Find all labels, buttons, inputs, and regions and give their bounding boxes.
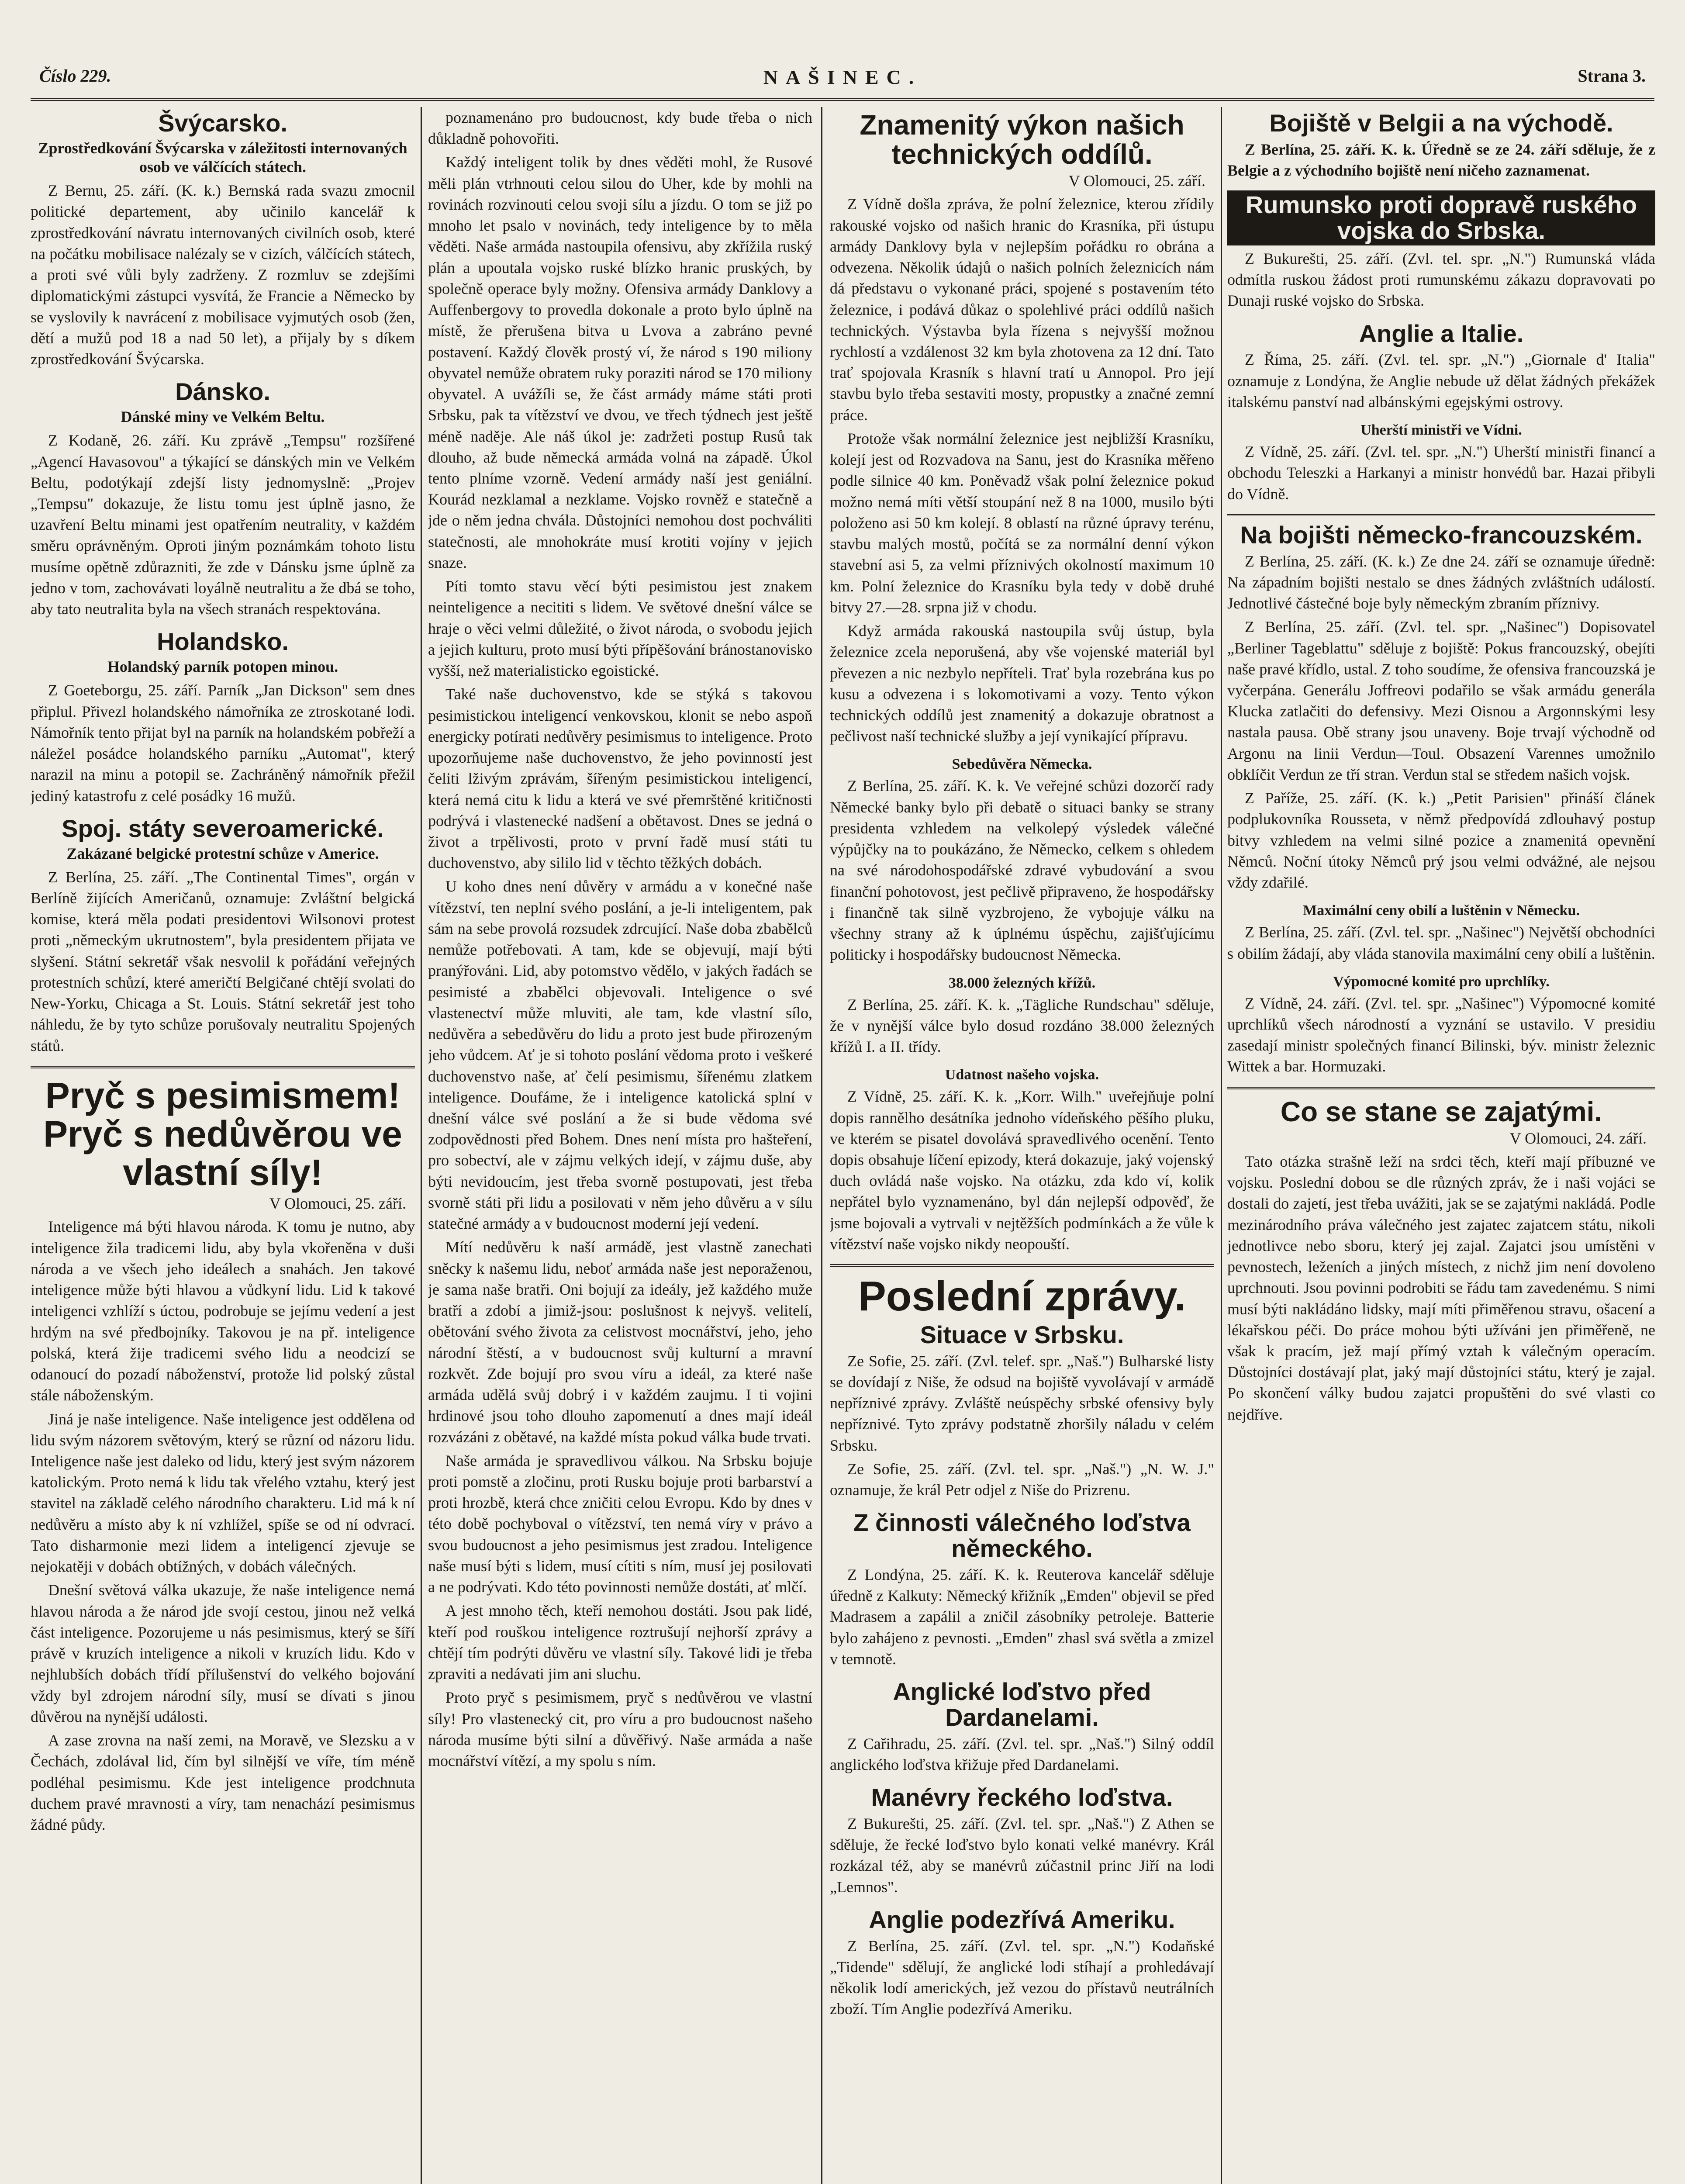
article-title: Situace v Srbsku. [920, 1320, 1124, 1348]
article-title: Maximální ceny obilí a luštěnin v Německu. [1303, 902, 1580, 919]
article-title: Spoj. státy severoamerické. [62, 814, 384, 842]
article-pessimism-continued [428, 107, 812, 1771]
article-pessimism [31, 1076, 415, 1835]
column-2 [428, 107, 812, 2184]
separator [1227, 1087, 1655, 1089]
article-paragraph: Z Goeteborgu, 25. září. Parník „Jan Dickson" sem dnes připlul. Přivezl holandského námořníka ze ztroskotané lodi. Námořník tento přijat byl na parník na holandském pobřeží a náležel posádce holandského parníku „Automat", který narazil na minu a potopil se. Zachráněný námořník přežil jediný katastrofu z celé posádky 16 mužů. [31, 681, 415, 805]
article-paragraph: Z Bukurešti, 25. září. (Zvl. tel. spr. „Naš.") Z Athen se sděluje, že řecké loďstvo bylo konati velké manévry. Král rozkázal též, aby se manévrů zúčastnil princ Jiří na lodi „Lemnos". [830, 1815, 1214, 1896]
article-paragraph: Z Vídně, 25. září. K. k. „Korr. Wilh." uveřejňuje polní dopis rannělho desátníka jednoho vídeňského pěšího pluku, ve kterém se pisatel dovolává spravedlivého ocenění. Tento dopis obsahuje líčení epizody, která dokazuje, jaký vojenský duch ovládá naše vojsko. Na otázku, zda kdo ví, kolik nepřátel bylo vyznamenáno, byl dán nejlepší odpověď, že jsme bojovali a vytrvali v nejtěžších podmínkách a že vůle k vítězství naše vojsko nikdy neopouští. [830, 1088, 1214, 1253]
article-title: Anglie a Italie. [1359, 319, 1524, 347]
article-iron-crosses [830, 975, 1214, 1057]
masthead-rule [31, 98, 1654, 101]
article-title: Na bojišti německo-francouzském. [1240, 521, 1643, 549]
article-belgium-front [1227, 111, 1655, 181]
article-title: Anglické loďstvo před Dardanelami. [893, 1678, 1151, 1731]
article-paragraph: Z Berlína, 25. září. K. k. Ve veřejné schůzi dozorčí rady Německé banky bylo při debatě o situaci banky se strany presidenta vzhledem na velkolepý výsledek válečné výpůjčky na to poukázáno, že Německo, celkem s ohledem na své národohospodářské zdravé vybudování a svou finanční pohotovost, jest pečlivě připraveno, že hospodářsky i finančně tak silně vyzbrojeno, že vybojuje válku na všechny strany až k úplnému úspěchu, zajišťujícímu politicky i hospodářsky budoucnost Německa. [830, 777, 1214, 964]
article-paragraph: Z Vídně došla zpráva, že polní železnice, kterou zřídily rakouské vojsko od našich hranic do Krasníka, při ústupu armády Danklovy byla v nejlepším pořádku ro obrána a odvezena. Několik údajů o našich polních železnicích nám dá představu o vykonané práci, spojené s postavením této železnice, i podává důkaz o spolehlivé práci oddílů našich technických. Výstavba byla řízena s nejvyšší možnou rychlostí a vzdálenost 32 km byla zhotovena za 12 dní. Tato trať spojovala Krasník s hlavní tratí u Annopol. Pro její stavbu bylo třeba sestaviti mosty, propustky a značné zemní práce. [830, 195, 1214, 424]
article-title: Rumunsko proti dopravě ruského vojska do Srbska. [1227, 190, 1655, 245]
column-divider [1221, 107, 1222, 2184]
article-paragraph: Ze Sofie, 25. září. (Zvl. tel. spr. „Naš.") „N. W. J." oznamuje, že král Petr odjel z Niše do Prizrenu. [830, 1460, 1214, 1499]
column-1 [31, 107, 415, 2184]
article-holland [31, 629, 415, 806]
article-england-italy [1227, 321, 1655, 413]
article-paragraph: Z Londýna, 25. září. K. k. Reuterova kancelář sděluje úředně z Kalkuty: Německý křižník „Emden" objevil se před Madrasem a zapálil a zničil zásobníky petroleje. Batterie bylo zahájeno z pevnosti. „Emden" zhasl svá světla a zmizel v temnotě. [830, 1565, 1214, 1668]
article-paragraph: Z Bernu, 25. září. (K. k.) Bernská rada svazu zmocnil politické departement, aby učinilo kancelář k zprostředkování návratu internovaných civilních osob, které na počátku mobilisace nalézaly se v cizích, válčících státech, a proti své vůli byly zadrženy. Z rozmluv se zdejšími diplomatickými zástupci vysvítá, že Francie a Německo by se vyslovily k navrácení z mobilisace vyjmutých osob (žen, dětí a mužů pod 18 a nad 50 let), a přijaly by s díkem zprostředkování Švýcarska. [31, 182, 415, 368]
newspaper-title: NAŠINEC. [763, 66, 922, 88]
article-title: 38.000 železných křížů. [948, 975, 1096, 991]
article-western-front [1227, 522, 1655, 893]
article-england-america [830, 1907, 1214, 2020]
article-paragraph: A jest mnoho těch, kteří nemohou dostáti. Jsou pak lidé, kteří pod rouškou inteligence roztrušují nejhorší zprávy a chtějí tím podrýti důvěru ve vlastní síly. Takové lidi je třeba zpraviti a nedávati jim ani sluchu. [428, 1602, 812, 1683]
article-paragraph: Z Vídně, 25. září. (Zvl. tel. spr. „N.") Uherští ministři financí a obchodu Teleszki a Harkanyi a ministr honvédů bar. Hazai přibyli do Vídně. [1227, 443, 1655, 503]
article-title: Sebedůvěra Německa. [952, 756, 1092, 773]
article-latest-news [830, 1275, 1214, 1500]
section-title: Poslední zprávy. [858, 1273, 1186, 1320]
article-romania [1227, 190, 1655, 311]
article-paragraph: Tato otázka strašně leží na srdci těch, kteří mají příbuzné ve vojsku. Poslední dobou se dle různých zpráv, že i naši vojáci se dostali do zajetí, jest třeba uvážiti, jak se se zajatými nakládá. Podle mezinárodního práva válečného jest zajatec zajatcem státu, nikoli jednotlivce nebo sboru, který jej zajal. Zajatci jsou umístěni v pevnostech, leženích a jiných místech, z nichž jim není dovoleno uprchnouti. Jsou povinni podrobiti se řádu tam zavedenému. S nimi musí býti nakládáno lidsky, mají míti přiměřenou stravu, ošacení a lékařskou péči. Do práce mohou býti užíváni jen přiměřeně, ne však k pracím, jež mají přímý vztah k válečným operacím. Důstojníci dostávají plat, jaký mají důstojníci státu, který je zajal. Po skončení války budou zajatci propuštěni do své vlasti co nejdříve. [1227, 1152, 1655, 1423]
article-paragraph: Z Kodaně, 26. září. Ku zprávě „Tempsu" rozšířené „Agencí Havasovou" a týkající se dánských min ve Velkém Beltu, podotýkají zdejší listy jednomyslně: „Projev „Tempsu" dokazuje, že listu tomu jest úplně jasno, že uzavření Beltu minami jest opatřením neutrality, v každém směru oprávněným. Oproti jiným poznámkám tohoto listu musíme opětně zdůrazniti, že zde v Dánsku jsme úplně za jedno v tom, zachovávati loyálně neutralitu a že dbá se toho, aby tato neutralita byla na všech stranách respektována. [31, 432, 415, 618]
article-title: Manévry řeckého loďstva. [871, 1783, 1173, 1811]
article-paragraph: Když armáda rakouská nastoupila svůj ústup, byla železnice zcela neporušená, aby vše vojenské materiál byl převezen a nic nezbylo nepříteli. Trať byla rozebrána kus po kusu a odvezena i s lokomotivami a vozy. Tento výkon technických oddílů jest znamenitý a dokazuje obratnost a pečlivost naší technické služby a její vynikající přípravu. [830, 622, 1214, 745]
article-paragraph: Píti tomto stavu věcí býti pesimistou jest znakem neinteligence a necititi s lidem. Ve světové dnešní válce se hraje o věci velmi důležité, o život národa, o svobodu jejich a jejich kulturu, proto musí býti přípěšování bránostanovisko vyšší, než materialisticko egoistické. [428, 577, 812, 680]
article-title: Anglie podezřívá Ameriku. [869, 1905, 1175, 1933]
article-paragraph: Protože však normální železnice jest nejbližší Krasníku, kolejí jest od Rozvadova na Sanu, jest do Krasníka měřeno podle silnice 40 km. Poněvadž však polní železnice pokud možno nemá míti větší stoupání než 8 na 1000, musilo býti položeno asi 50 km kolejí. 8 oblastí na různé úpravy terénu, stavbu malých mostů, počítá se za normální denní výkon stavební asi 5, za velmi příznivých okolností maximum 10 km. Polní železnice do Krasníku byla tedy v době druhé bitvy 27.—28. srpna již v chodu. [830, 429, 1214, 616]
article-subtitle: Holandský parník potopen minou. [107, 658, 338, 676]
article-switzerland [31, 111, 415, 370]
article-paragraph: Z Berlína, 25. září. „The Continental Times", orgán v Berlíně žijících Američanů, oznamuje: Zvláštní belgická komise, která měla podati presidentovi Wilsonovi protest proti „německým ukrutnostem", byla presidentem přijata ve slyšení. Státní sekretář však nesvolil k pořádání veřejných protestních schůzí, které američtí Belgičané chtějí svolati do New-Yorku, Chicaga a St. Louis. Státní sekretář jest toho náhledu, že by tyto schůze porušovaly neutralitu Spojených států. [31, 868, 415, 1054]
article-paragraph: U koho dnes není důvěry v armádu a v konečné naše vítězství, ten neplní svého poslání, a je-li inteligentem, pak sám na sebe provolá rozsudek zdrcující. Naše doba zbabělců nemůže potřebovati. A tam, kde se objevují, mají býti pranýřováni. Lid, aby potomstvo vědělo, v jakých řadách se pesimisté a zbabělci objevovali. Inteligence o své vlastenectví může mluviti, ale tam, kde vlastní sílo, nedůvěra a sebedůvěru do lidu a proto jest bude přirozeným jeho vůdcem. Ať je si tohoto poslání vědoma proto i veškeré duchovenstvo naše, ať čelí pesimismu, šířenému zlatkem inteligence. Doufáme, že i inteligence katolická splní v dnešní válce své poslání a že si bude vědoma své zodpovědnosti před Bohem. Dnes není místa pro hašteření, pro sobectví, ale v zájmu velkých idejí, v zájmu duše, aby býti nevidoucím, jest třeba svorně postupovati, jest třeba svorně státi při lidu a posilovati v něm jeho důvěru a v sílu statečné armády a v budoucnost moderní její vedení. [428, 878, 812, 1233]
article-dateline: V Olomouci, 25. září. [269, 1195, 406, 1213]
article-paragraph: Z Paříže, 25. září. (K. k.) „Petit Parisien" přináší článek podplukovníka Rousseta, v němž předpovídá zdlouhavý postup bitvy vzhledem na velmi silné pozice a znamenitá opevnění Němců. Noční útoky Němců prý jsou velmi odvážné, ale nejsou vždy zdařilé. [1227, 789, 1655, 892]
column-divider [821, 107, 822, 2184]
article-paragraph: A zase zrovna na naší zemi, na Moravě, ve Slezsku a v Čechách, zdolával lid, čím byl silnější ve víře, tím méně podléhal pesimismu. Kde jest inteligence prodchnuta duchem pravé mravnosti a víry, tam nenachází pesimismus žádné půdy. [31, 1731, 415, 1833]
article-subtitle: Zakázané belgické protestní schůze v Americe. [66, 844, 379, 862]
article-paragraph: Naše armáda je spravedlivou válkou. Na Srbsku bojuje proti pomstě a zločinu, proti Rusku bojuje proti barbarství a proti hrozbě, která chce zničiti celou Evropu. Kdo by dnes v této době pochyboval o vítězství, ten nemá víry v právo a svou budoucnost a jeho pesimismus jest zradou. Inteligence naše musí býti s lidem, musí cítiti s ním, musí jej posilovati a ne podrývati. Kdo této povinnosti nemůže dostáti, ať mlčí. [428, 1451, 812, 1596]
article-title: Bojiště v Belgii a na východě. [1269, 109, 1613, 137]
column-3 [830, 107, 1214, 2184]
article-title: Udatnost našeho vojska. [945, 1067, 1099, 1083]
article-army-valor [830, 1067, 1214, 1254]
article-dateline: V Olomouci, 25. září. [1068, 172, 1205, 190]
article-title: Z činnosti válečného loďstva německého. [853, 1509, 1191, 1562]
article-paragraph: Z Berlína, 25. září. (K. k.) Ze dne 24. září se oznamuje úředně: Na západním bojišti nestalo se dnes žádných zvláštních událostí. Jednotlivé částečné boje byly německým zbraním příznivy. [1227, 552, 1655, 612]
article-hungarian-ministers [1227, 422, 1655, 505]
article-paragraph: Z Berlína, 25. září. (Zvl. tel. spr. „Našinec") Dopisovatel „Berliner Tageblattu" sděluje z bojiště: Pokus francouzský, obejíti naše pravé křídlo, ustal. Z toho soudíme, že ofensiva francouzská je vyčerpána. Generálu Joffreovi podařilo se však armádu generála Klucka zatlačiti do defensivy. Mezi Oisnou a Argonnskými lesy nastala pausa. Obě strany jsou unaveny. Boje trvají východně od Argonu na linii Verdun—Toul. Obsazení Varennes umožnilo obklíčit Verdun ze tří stran. Verdun stal se středem našich vojsk. [1227, 618, 1655, 783]
article-navy-activity [830, 1510, 1214, 1669]
article-title: Uherští ministři ve Vídni. [1360, 422, 1522, 439]
article-germany-confidence [830, 756, 1214, 965]
article-paragraph: Každý inteligent tolik by dnes věděti mohl, že Rusové měli plán vtrhnouti celou silou do Uher, kde by mohli na rovinách rozvinouti celou svoji sílu a jízdu. O tom se již po mnoho let psalo v novinách, tedy inteligence by to měla věděti. Naše armáda nastoupila ofensivu, aby zkřížila ruský plán a upoutala vojsko ruské blízko hranic pruských, by společně operace byly možny. Ofensiva armády Danklovy a Auffenbergovy to provedla dokonale a proto bylo úplně na místě, že přerušena bitva u Lvova a zabráno pevné postavení. Každý člověk prostý ví, že národ s 190 miliony obyvatel nemůže obratem ruky poraziti národ se 170 miliony obyvatel. A uvážíli se, že část armády máme státi proti Srbsku, pak ta vítězství ve dvou, ve třech týdnech jest ještě méně naděje. Ale náš úkol je: zadržeti postup Rusů tak dlouho, až bude německá armáda volná na západě. Úkol tento plníme vzorně. Vedení armády naší jest geniální. Kourád nezklamal a nezklame. Vojsko rovněž e statečně a jde o něm jedna chvála. Důstojníci nemohou dost pochváliti statečnosti, ale mnohokráte musí krotiti vojíny v jejich snaze. [428, 153, 812, 571]
article-title: Pryč s pesimismem! Pryč s nedůvěrou ve vlastní síly! [43, 1075, 402, 1193]
separator [830, 1264, 1214, 1267]
article-title: Dánsko. [175, 378, 270, 406]
article-paragraph: Z Vídně, 24. září. (Zvl. tel. spr. „Našinec") Výpomocné komité uprchlíků všech národností a vyznání se ustavilo. V presidiu zasedají ministr společných financí Bilinski, býv. ministr železnic Wittek a bar. Hormuzaki. [1227, 994, 1655, 1075]
article-usa [31, 816, 415, 1056]
article-paragraph: Dnešní světová válka ukazuje, že naše inteligence nemá hlavou národa a že národ jde svojí cestou, jinou než velká část inteligence. Pozorujeme u nás pesimismus, který se šíří právě v kruzích inteligence a nikoli v kruzích lidu. Kdo v nejhlubších dobách třídí přílušenství do velkého bojování vždy byl zdrojem národní síly, musí se dívati s jinou důvěrou na nynější události. [31, 1581, 415, 1725]
separator [1227, 514, 1655, 515]
article-english-fleet [830, 1679, 1214, 1775]
article-title: Švýcarsko. [158, 109, 287, 137]
article-paragraph: poznamenáno pro budoucnost, kdy bude třeba o nich důkladně pohovořiti. [428, 109, 812, 148]
article-paragraph: Z Berlína, 25. září. K. k. „Tägliche Rundschau" sděluje, že v nynější válce bylo dosud rozdáno 38.000 železných křížů I. a II. třídy. [830, 995, 1214, 1056]
issue-number: Číslo 229. [39, 66, 111, 86]
article-paragraph: Také naše duchovenstvo, kde se stýká s takovou pesimistickou inteligencí venkovskou, klonit se nebo aspoň energicky potírati nedůvěry pesimismus to inteligence. Proto upozorňujeme naše duchovenstvo, že jeho povinností jest čeliti lživým zprávám, šířeným pesimistickou inteligencí, která nemá citu k lidu a která ve své přemrštěné kritičnosti podrývá i vlastenecké nadšení a obětavost. Dnes se jedná o život a trpělivosti, proto v první řadě musí státi tu duchovenstvo, aby sililo lid v těchto těžkých dobách. [428, 685, 812, 872]
article-paragraph: Ze Sofie, 25. září. (Zvl. telef. spr. „Naš.") Bulharské listy se dovídají z Niše, že odsud na bojiště vyvolávají v armádě nepříznivé zprávy. Zvláště neúspěchy srbské ofensivy byly nepříznivé. Tyto zprávy podstatně zhoršily náladu v celém Srbsku. [830, 1352, 1214, 1454]
article-technical-units [830, 111, 1214, 746]
article-paragraph: Proto pryč s pesimismem, pryč s nedůvěrou ve vlastní síly! Pro vlastenecký cit, pro víru a pro budoucnost našeho národa musíme býti silní a důvěřivý. Naše armáda a naše mocnářství vítězí, a my spolu s ním. [428, 1689, 812, 1770]
masthead [39, 66, 1646, 96]
article-denmark [31, 379, 415, 619]
article-grain-prices [1227, 902, 1655, 964]
article-subtitle: Dánské miny ve Velkém Beltu. [121, 408, 325, 426]
article-paragraph: Mítí nedůvěru k naší armádě, jest vlastně zanechati sněcky k našemu lidu, neboť armáda naše jest neporaženou, je sama naše bratři. Oni bojují za ideály, jež každého muže bratří a zdobí a jimiž-jsou: poslušnost k nejvyš. velitelí, obětování svého života za celistvost mocnářství, jeho, jeho národní štěstí, a v budoucnost svůj kulturní a mravní rozkvět. Zde bojují pro svou víru a ideál, za které naše armáda udělá svůj dobrý i v každém zaujmu. I ti vojini hrdinové jsou toho dlouho zapomenutí a dnes mají ideál rozvázáni z obětavé, na každé místa pokud válka bude trvati. [428, 1238, 812, 1446]
column-4 [1227, 107, 1655, 2184]
article-greek-manoeuvres [830, 1785, 1214, 1897]
article-title: Co se stane se zajatými. [1280, 1095, 1602, 1127]
article-paragraph: Z Berlína, 25. září. K. k. Úředně se ze 24. září sděluje, že z Belgie a z východního bojiště není ničeho zaznamenat. [1227, 140, 1655, 180]
page-number: Strana 3. [1578, 66, 1646, 86]
article-paragraph: Z Cařihradu, 25. září. (Zvl. tel. spr. „Naš.") Silný oddíl anglického loďstva křižuje před Dardanelami. [830, 1735, 1214, 1773]
separator [31, 1066, 415, 1068]
article-paragraph: Z Říma, 25. září. (Zvl. tel. spr. „N.") „Giornale d' Italia" oznamuje z Londýna, že Anglie nebude už dělat žádných překážek italskému panství nad albánskými egejskými ostrovy. [1227, 351, 1655, 411]
article-paragraph: Z Berlína, 25. září. (Zvl. tel. spr. „Našinec") Největší obchodníci s obilím žádají, aby vláda stanovila maximální ceny obilí a luštěnin. [1227, 923, 1655, 962]
column-divider [421, 107, 422, 2184]
article-title: Výpomocné komité pro uprchlíky. [1333, 973, 1550, 990]
article-prisoners [1227, 1097, 1655, 1425]
article-paragraph: Z Bukurešti, 25. září. (Zvl. tel. spr. „N.") Rumunská vláda odmítla ruskou žádost proti rumunskému zákazu dopravovati po Dunaji ruské vojsko do Srbska. [1227, 249, 1655, 310]
article-paragraph: Jiná je naše inteligence. Naše inteligence jest oddělena od lidu svým názorem světovým, který se různí od názoru lidu. Inteligence naše jest daleko od lidu, který jest svým názorem katolickým. Proto nemá k lidu tak vřelého vztahu, který jest stavitel na základě celého národního charakteru. Lid má k ní nedůvěru a místo aby k ní vzhlížel, spíše se od ní odvrací. Tato disharmonie mezi lidem a inteligencí zjevuje se nejokatěji v dobách obtížných, v dobách válečných. [31, 1410, 415, 1576]
article-subtitle: Zprostředkování Švýcarska v záležitosti internovaných osob ve válčících státech. [38, 139, 407, 176]
article-refugee-committee [1227, 974, 1655, 1077]
article-dateline: V Olomouci, 24. září. [1509, 1129, 1647, 1147]
article-title: Znamenitý výkon našich technických oddílů. [860, 109, 1184, 170]
article-paragraph: Inteligence má býti hlavou národa. K tomu je nutno, aby inteligence žila tradicemi lidu, aby byla vkořeněna v duši národa a ve všech jeho ideálech a snahách. Jen takové inteligence může býti hlavou a vůdkyní lidu. Lid k takové inteligenci vzhlíží s úctou, podrobuje se jejímu vedení a jest hrdým na své předbojníky. Takovou je na př. inteligence polská, která žije tradicemi svého lidu a neodcizí se odanoucí do pozadí náboženství, protože lid polský zůstal stále náboženským. [31, 1218, 415, 1404]
article-title: Holandsko. [157, 628, 289, 656]
article-paragraph: Z Berlína, 25. září. (Zvl. tel. spr. „N.") Kodaňské „Tidende" sdělují, že anglické lodi stíhají a prohledávají několik lodí amerických, jež vezou do přístavů neutrálních zboží. Tím Anglie podezřívá Ameriku. [830, 1937, 1214, 2018]
